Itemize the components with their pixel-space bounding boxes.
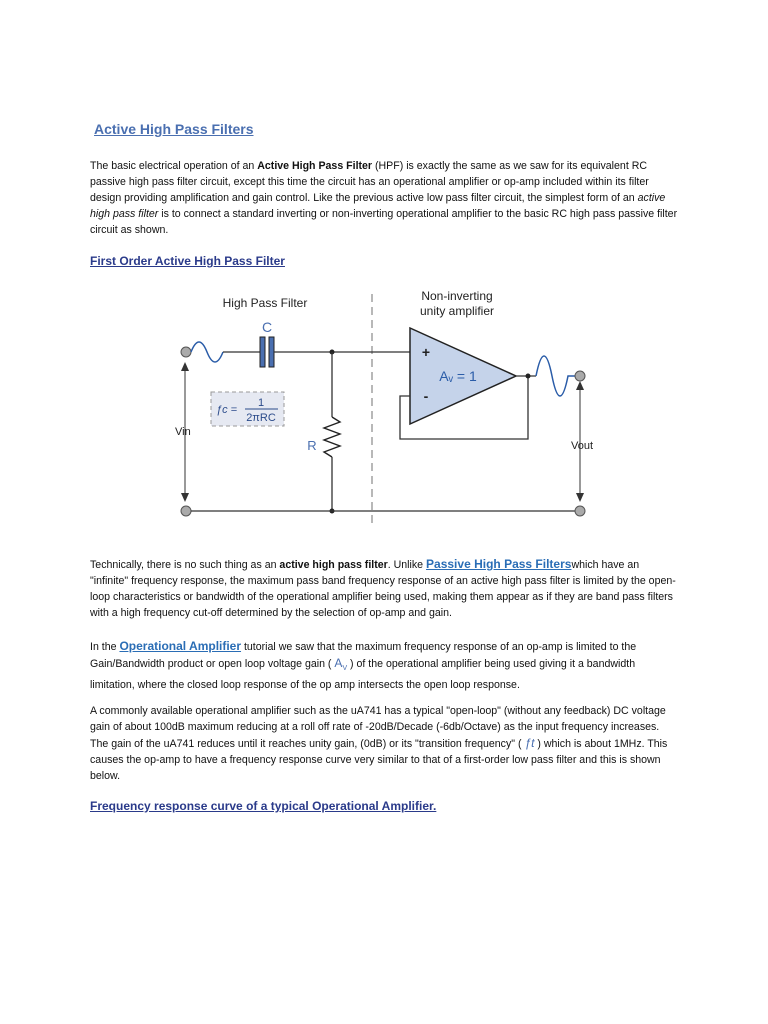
opamp-plus: + [421, 344, 431, 360]
intro-text-3: is to connect a standard inverting or non-inverting operational amplifier to the basic RC high pass passive filter circuit as shown. [90, 208, 678, 236]
noninv-label-line2: unity amplifier [419, 304, 495, 318]
vin-label: Vin [175, 426, 191, 438]
opamp-gain-label: Aᵥ = 1 [439, 368, 477, 384]
paragraph-ua741 [90, 703, 680, 784]
para2-bold-term: active high pass filter [279, 559, 388, 571]
ground-terminal-right [575, 506, 585, 516]
input-terminal [181, 347, 191, 357]
opamp-minus: - [423, 388, 429, 404]
intro-paragraph [90, 158, 680, 238]
circuit-diagram [170, 284, 600, 534]
section-title-frequency-response: Frequency response curve of a typical Operational Amplifier. [90, 799, 437, 813]
para3-text-1: In the [90, 641, 120, 653]
formula-denominator: 2πRC [246, 412, 276, 424]
para2-text-1: Technically, there is no such thing as an [90, 559, 280, 571]
output-terminal [575, 371, 585, 381]
passive-high-pass-filters-link[interactable]: Passive High Pass Filters [426, 557, 572, 571]
resistor-zigzag [324, 417, 340, 457]
capacitor-plate-left [260, 337, 265, 367]
vin-arrow-down [181, 493, 189, 502]
para4-text-2: ) which is about 1MHz. This causes the op-amp to have a frequency response curve very similar to that of a first-order low pass filter and this is shown below. [90, 738, 668, 782]
output-sine-wave [536, 356, 575, 396]
intro-text-2: (HPF) is exactly the same as we saw for its equivalent RC passive high pass filter circuit, except this time the circuit has an operational amplifier or op-amp included within its filter design providing amplification and gain control. Like the previous active low pass filter circuit, the simplest form of an [90, 160, 649, 204]
vout-label: Vout [570, 440, 594, 452]
capacitor-plate-right [269, 337, 274, 367]
formula-numerator: 1 [257, 397, 265, 409]
ground-terminal-left [181, 506, 191, 516]
ft-symbol: ƒt [524, 736, 535, 750]
vout-arrow-down [576, 493, 584, 502]
para4-text-1: A commonly available operational amplifier such as the uA741 has a typical "open-loop" (without any feedback) DC voltage gain of about 100dB maximum reducing at a roll off rate of -20dB/Decade (-6db/Octave) as the input frequency increases. The gain of the uA741 reduces until it reaches unity gain, (0dB) or its "transition frequency" ( [90, 705, 666, 750]
intro-italic-term: active high pass filter [90, 192, 666, 220]
para3-text-2: tutorial we saw that the maximum frequency response of an op-amp is limited to the Gain/Bandwidth product or open loop voltage gain ( [90, 641, 637, 670]
junction-output [526, 374, 531, 379]
noninv-label-line1: Non-inverting [421, 289, 493, 303]
hpf-label: High Pass Filter [222, 296, 308, 310]
para2-text-2: . Unlike [387, 559, 427, 571]
para2-text-3: which have an "infinite" frequency response, the maximum pass band frequency response of an active high pass filter is limited by the open-loop characteristics or bandwidth of the operational amplifier being used, making them appear as if they are band pass filters with a high frequency cut-off determined by the selection of op-amp and gain. [90, 559, 676, 619]
capacitor-label: C [261, 319, 273, 335]
paragraph-technically [90, 556, 680, 621]
para3-text-3: ) of the operational amplifier being used giving it a bandwidth limitation, where the closed loop response of the op amp intersects the open loop response. [90, 658, 636, 692]
vin-arrow-up [181, 362, 189, 371]
resistor-label: R [307, 438, 317, 453]
paragraph-operational-amplifier [90, 638, 680, 693]
operational-amplifier-link[interactable]: Operational Amplifier [119, 639, 242, 653]
page-title: Active High Pass Filters [94, 121, 254, 137]
section-title-first-order: First Order Active High Pass Filter [90, 254, 285, 268]
formula-lhs: ƒc = [216, 404, 238, 416]
input-sine-wave [191, 342, 223, 362]
intro-bold-term: Active High Pass Filter [257, 160, 373, 172]
av-subscript: V [342, 665, 348, 673]
intro-text-1: The basic electrical operation of an [90, 160, 258, 172]
vout-arrow-up [576, 381, 584, 390]
av-symbol: A [334, 656, 343, 670]
